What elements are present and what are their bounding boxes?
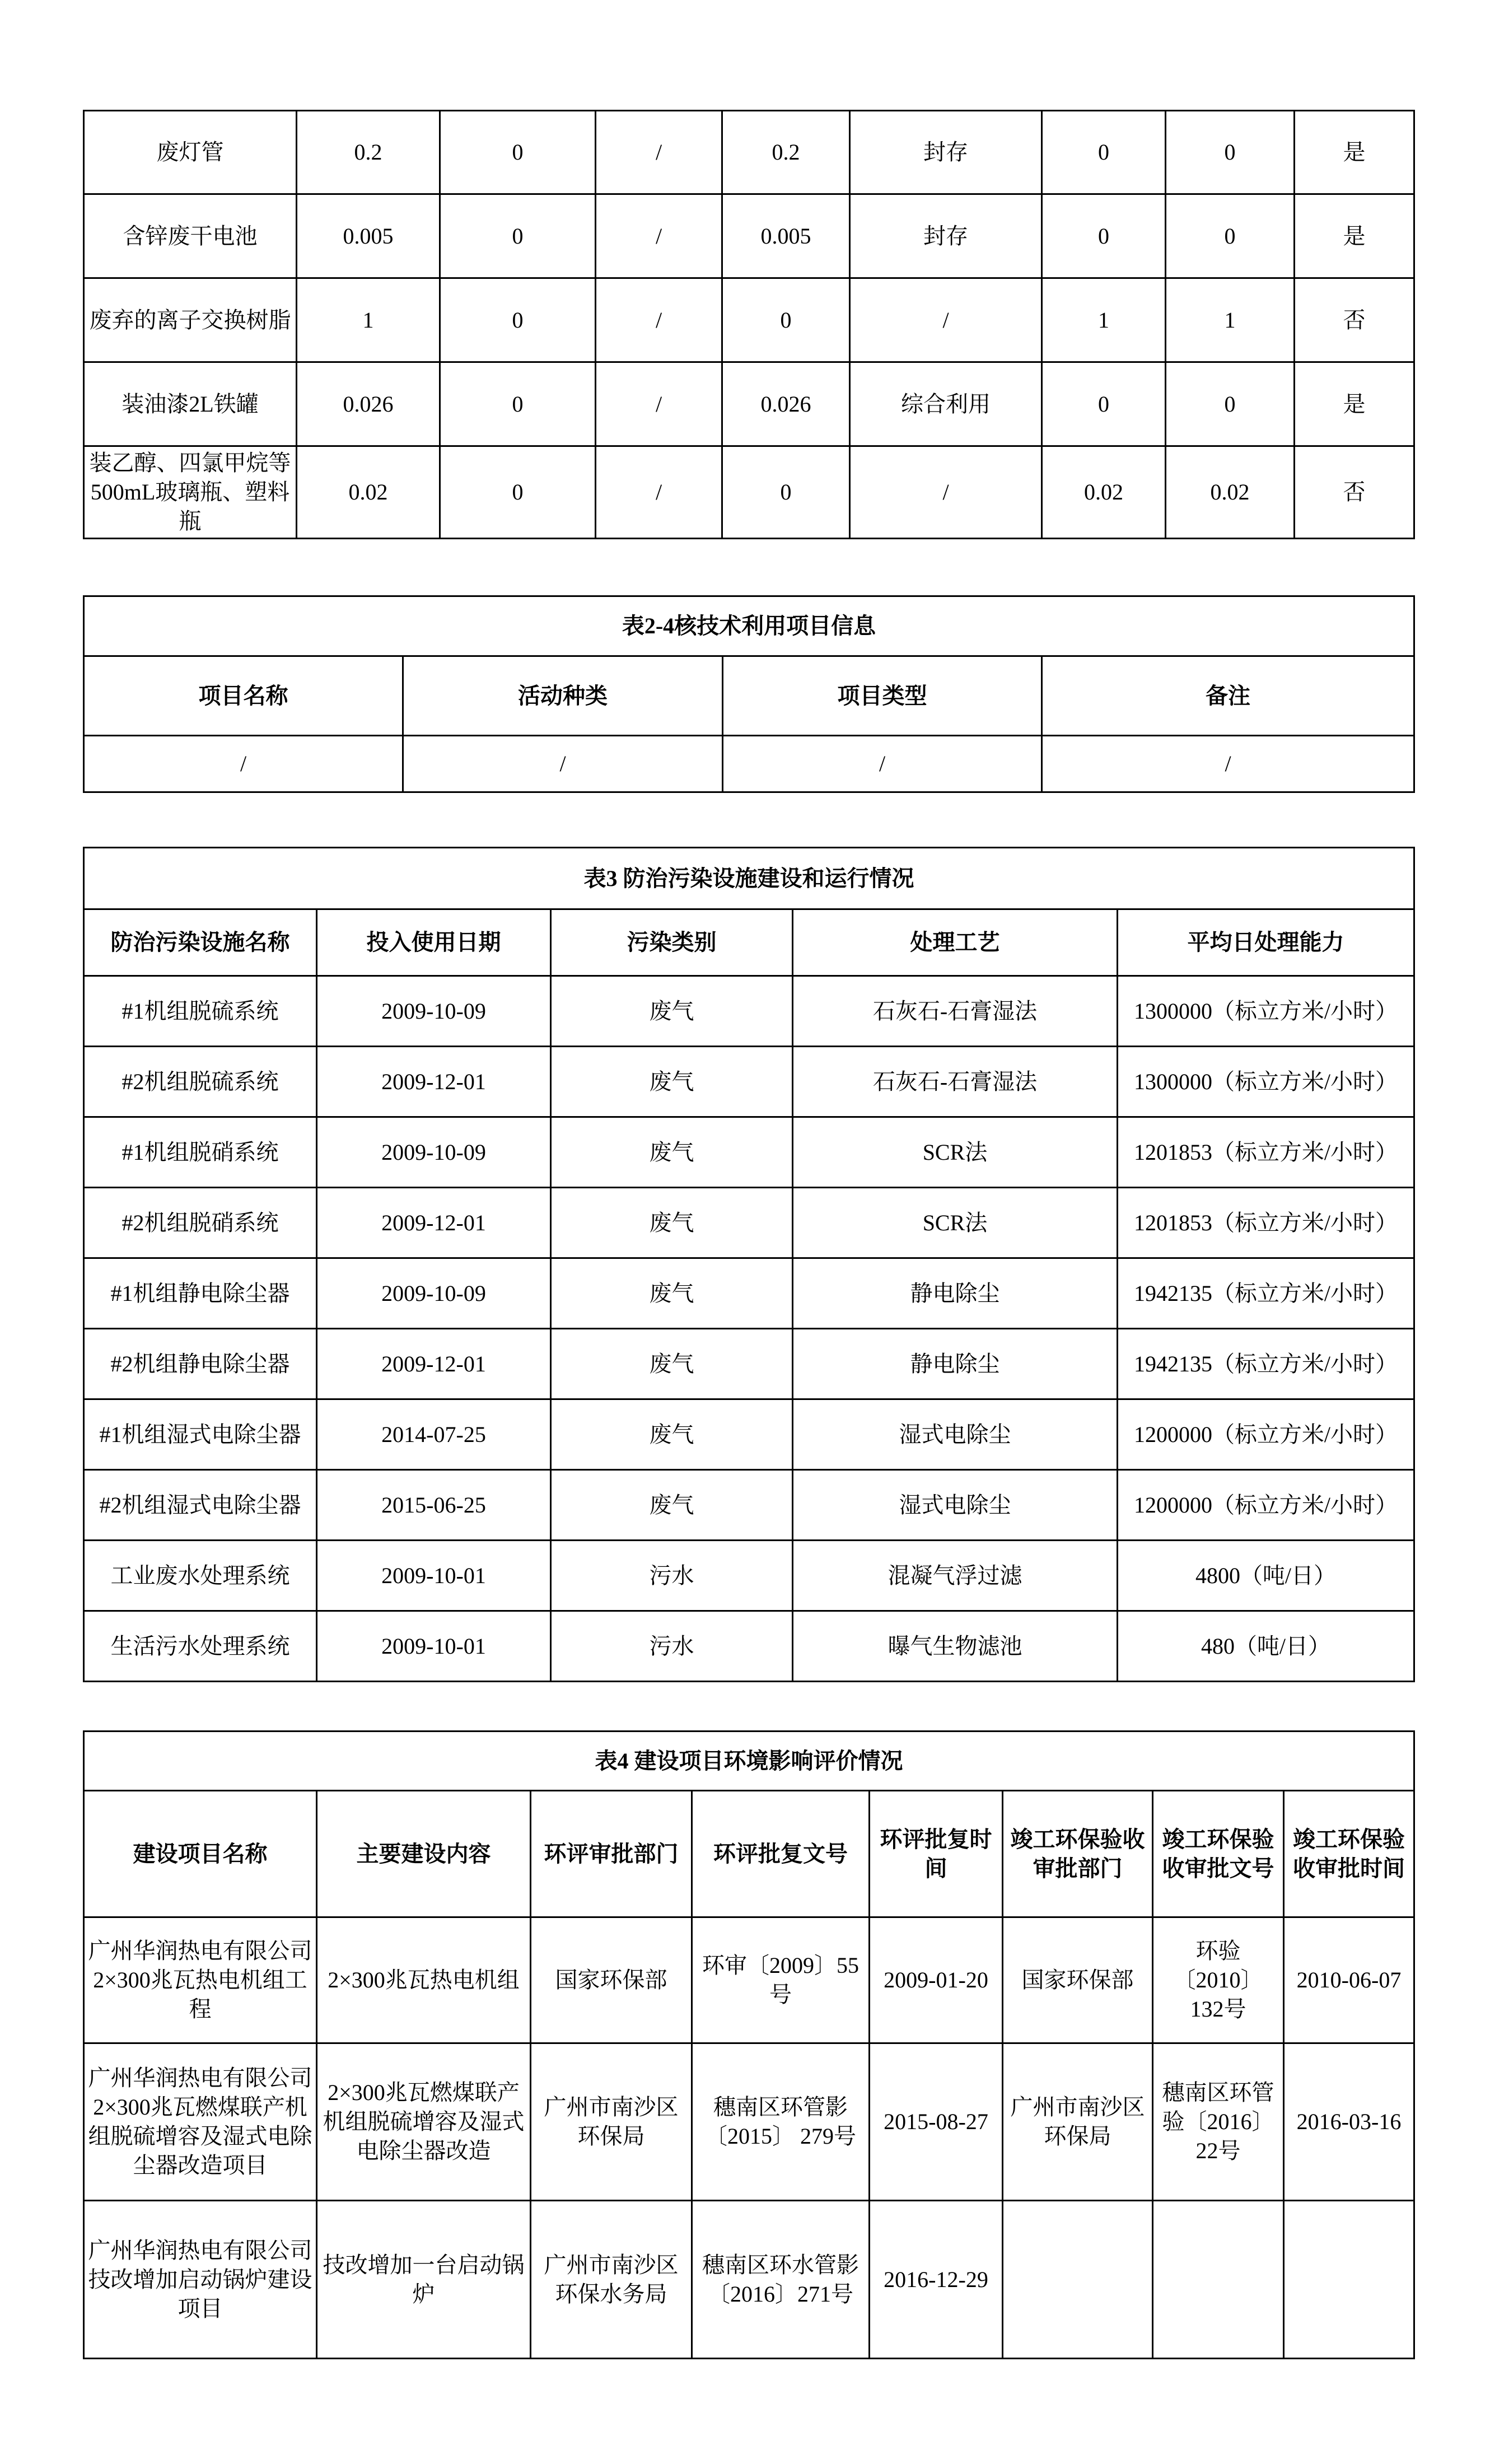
t3-row-cell: 废气 xyxy=(551,1188,793,1258)
t3-row-cell: 2015-06-25 xyxy=(317,1470,551,1541)
t4-row-cell: 广州华润热电有限公司2×300兆瓦燃煤联产机组脱硫增容及湿式电除尘器改造项目 xyxy=(84,2043,317,2201)
waste-row-cell: 否 xyxy=(1295,446,1414,539)
t4-row-cell xyxy=(1153,2201,1284,2359)
waste-row-cell: 0 xyxy=(440,278,596,362)
t3-row-cell: 废气 xyxy=(551,1047,793,1117)
table-2-4-cell: / xyxy=(723,736,1042,792)
t3-row-cell: 静电除尘 xyxy=(793,1329,1118,1399)
t4-row-cell: 广州市南沙区环保局 xyxy=(1003,2043,1153,2201)
t4-row-cell: 国家环保部 xyxy=(1003,1917,1153,2043)
t3-row-cell: 1201853（标立方米/小时） xyxy=(1118,1188,1414,1258)
waste-row-cell: 0 xyxy=(1042,194,1166,278)
table-4-header: 竣工环保验收审批部门 xyxy=(1003,1791,1153,1917)
t3-row xyxy=(84,1117,1414,1188)
waste-row-cell: 0.005 xyxy=(722,194,850,278)
t3-row-cell: 废气 xyxy=(551,1399,793,1470)
t3-row-cell: 2009-10-09 xyxy=(317,1258,551,1329)
t3-row-cell: 工业废水处理系统 xyxy=(84,1541,317,1611)
waste-row-cell: 0 xyxy=(1166,362,1295,446)
t4-row-cell: 广州华润热电有限公司2×300兆瓦热电机组工程 xyxy=(84,1917,317,2043)
waste-row-cell: / xyxy=(596,111,722,194)
t3-row xyxy=(84,1399,1414,1470)
waste-row-cell: 0.02 xyxy=(297,446,440,539)
waste-row-cell: 是 xyxy=(1295,362,1414,446)
t3-row-cell: 废气 xyxy=(551,1329,793,1399)
t3-row-cell: 2009-10-09 xyxy=(317,1117,551,1188)
waste-row-cell: 封存 xyxy=(850,111,1042,194)
waste-row xyxy=(84,111,1414,194)
t4-row-cell: 2009-01-20 xyxy=(870,1917,1003,2043)
waste-row-cell: 否 xyxy=(1295,278,1414,362)
waste-row-cell: 0 xyxy=(722,278,850,362)
t3-row xyxy=(84,1470,1414,1541)
table-4-header: 竣工环保验收审批时间 xyxy=(1284,1791,1414,1917)
waste-row-cell: / xyxy=(596,362,722,446)
t3-row-cell: 污水 xyxy=(551,1541,793,1611)
waste-row xyxy=(84,446,1414,539)
t3-row-cell: #2机组静电除尘器 xyxy=(84,1329,317,1399)
t3-row-cell: 2014-07-25 xyxy=(317,1399,551,1470)
t4-row xyxy=(84,2043,1414,2201)
t3-row-cell: 废气 xyxy=(551,1117,793,1188)
t3-row-cell: 石灰石-石膏湿法 xyxy=(793,1047,1118,1117)
t3-row-cell: 2009-10-01 xyxy=(317,1611,551,1682)
table-2-4-cell: / xyxy=(84,736,403,792)
waste-row xyxy=(84,194,1414,278)
table-4-header: 环评批复时间 xyxy=(870,1791,1003,1917)
table-3 xyxy=(83,847,1415,1682)
waste-row-cell: 1 xyxy=(297,278,440,362)
waste-row-cell: 综合利用 xyxy=(850,362,1042,446)
waste-row-cell: / xyxy=(596,446,722,539)
t3-row xyxy=(84,1047,1414,1117)
waste-row-cell: 0 xyxy=(722,446,850,539)
t3-row-cell: 4800（吨/日） xyxy=(1118,1541,1414,1611)
waste-row-cell: 封存 xyxy=(850,194,1042,278)
t4-row-cell: 穗南区环水管影〔2016〕271号 xyxy=(692,2201,870,2359)
waste-row-cell: 废弃的离子交换树脂 xyxy=(84,278,297,362)
waste-row-cell: 0.02 xyxy=(1042,446,1166,539)
table-2-4-header: 项目类型 xyxy=(723,656,1042,736)
table-4-header: 竣工环保验收审批文号 xyxy=(1153,1791,1284,1917)
waste-row-cell: 装油漆2L铁罐 xyxy=(84,362,297,446)
t3-row xyxy=(84,1258,1414,1329)
waste-row-cell: 0.2 xyxy=(297,111,440,194)
waste-row-cell: / xyxy=(596,278,722,362)
waste-row-cell: 0 xyxy=(1042,111,1166,194)
t3-row-cell: 2009-10-09 xyxy=(317,976,551,1047)
table-3-header: 污染类别 xyxy=(551,909,793,976)
waste-row-cell: 0 xyxy=(1042,362,1166,446)
t3-row xyxy=(84,1541,1414,1611)
t3-row-cell: 2009-12-01 xyxy=(317,1047,551,1117)
t3-row-cell: 1300000（标立方米/小时） xyxy=(1118,976,1414,1047)
t3-row-cell: 2009-10-01 xyxy=(317,1541,551,1611)
waste-row-cell: 0.005 xyxy=(297,194,440,278)
table-2-4 xyxy=(83,595,1415,793)
t3-row-cell: SCR法 xyxy=(793,1188,1118,1258)
t4-row-cell: 2016-03-16 xyxy=(1284,2043,1414,2201)
table-4-header: 主要建设内容 xyxy=(317,1791,531,1917)
waste-row-cell: 0 xyxy=(440,194,596,278)
waste-table xyxy=(83,110,1415,539)
t4-row-cell: 2010-06-07 xyxy=(1284,1917,1414,2043)
waste-row-cell: 0.02 xyxy=(1166,446,1295,539)
table-4-header: 建设项目名称 xyxy=(84,1791,317,1917)
t3-row-cell: #2机组脱硫系统 xyxy=(84,1047,317,1117)
table-4 xyxy=(83,1730,1415,2359)
t3-row-cell: 废气 xyxy=(551,1470,793,1541)
waste-row-cell: 是 xyxy=(1295,111,1414,194)
t3-row-cell: 1942135（标立方米/小时） xyxy=(1118,1258,1414,1329)
t3-row-cell: #1机组静电除尘器 xyxy=(84,1258,317,1329)
t4-row-cell: 穗南区环管验〔2016〕22号 xyxy=(1153,2043,1284,2201)
table-4-header: 环评审批部门 xyxy=(531,1791,692,1917)
t3-row-cell: #2机组脱硝系统 xyxy=(84,1188,317,1258)
t4-row-cell: 国家环保部 xyxy=(531,1917,692,2043)
t3-row-cell: 混凝气浮过滤 xyxy=(793,1541,1118,1611)
t4-row-cell: 广州华润热电有限公司技改增加启动锅炉建设项目 xyxy=(84,2201,317,2359)
t4-row-cell: 环审〔2009〕55号 xyxy=(692,1917,870,2043)
t4-row-cell: 广州市南沙区环保水务局 xyxy=(531,2201,692,2359)
t4-row-cell: 2×300兆瓦热电机组 xyxy=(317,1917,531,2043)
t3-row-cell: #2机组湿式电除尘器 xyxy=(84,1470,317,1541)
table-3-header: 平均日处理能力 xyxy=(1118,909,1414,976)
t4-row xyxy=(84,2201,1414,2359)
t3-row xyxy=(84,1329,1414,1399)
t4-row-cell: 广州市南沙区环保局 xyxy=(531,2043,692,2201)
waste-row-cell: 0 xyxy=(1166,111,1295,194)
table-3-header: 处理工艺 xyxy=(793,909,1118,976)
t4-row-cell xyxy=(1284,2201,1414,2359)
waste-row-cell: / xyxy=(596,194,722,278)
t3-row-cell: #1机组湿式电除尘器 xyxy=(84,1399,317,1470)
t3-row-cell: 污水 xyxy=(551,1611,793,1682)
waste-row-cell: 1 xyxy=(1042,278,1166,362)
t3-row-cell: 1200000（标立方米/小时） xyxy=(1118,1399,1414,1470)
table-2-4-cell: / xyxy=(403,736,723,792)
t4-row-cell: 环验〔2010〕132号 xyxy=(1153,1917,1284,2043)
waste-row-cell: 含锌废干电池 xyxy=(84,194,297,278)
table-4-header: 环评批复文号 xyxy=(692,1791,870,1917)
t3-row-cell: 石灰石-石膏湿法 xyxy=(793,976,1118,1047)
waste-row-cell: 0 xyxy=(440,111,596,194)
t3-row-cell: 生活污水处理系统 xyxy=(84,1611,317,1682)
table-2-4-cell: / xyxy=(1042,736,1414,792)
waste-row-cell: 装乙醇、四氯甲烷等500mL玻璃瓶、塑料瓶 xyxy=(84,446,297,539)
table-3-title: 表3 防治污染设施建设和运行情况 xyxy=(84,848,1414,909)
waste-row-cell: 0 xyxy=(1166,194,1295,278)
table-3-header: 投入使用日期 xyxy=(317,909,551,976)
table-2-4-header: 活动种类 xyxy=(403,656,723,736)
waste-row-cell: / xyxy=(850,278,1042,362)
t3-row-cell: 湿式电除尘 xyxy=(793,1399,1118,1470)
waste-row-cell: 0.026 xyxy=(297,362,440,446)
t3-row-cell: 2009-12-01 xyxy=(317,1188,551,1258)
t3-row-cell: 废气 xyxy=(551,1258,793,1329)
waste-row-cell: 0.2 xyxy=(722,111,850,194)
waste-row-cell: / xyxy=(850,446,1042,539)
table-2-4-header: 项目名称 xyxy=(84,656,403,736)
t3-row-cell: 480（吨/日） xyxy=(1118,1611,1414,1682)
waste-row xyxy=(84,362,1414,446)
table-3-header: 防治污染设施名称 xyxy=(84,909,317,976)
t3-row-cell: 1200000（标立方米/小时） xyxy=(1118,1470,1414,1541)
t3-row-cell: 1942135（标立方米/小时） xyxy=(1118,1329,1414,1399)
t3-row-cell: #1机组脱硝系统 xyxy=(84,1117,317,1188)
t3-row-cell: 废气 xyxy=(551,976,793,1047)
t4-row xyxy=(84,1917,1414,2043)
t3-row xyxy=(84,976,1414,1047)
t4-row-cell: 技改增加一台启动锅炉 xyxy=(317,2201,531,2359)
t3-row-cell: 2009-12-01 xyxy=(317,1329,551,1399)
table-4-title: 表4 建设项目环境影响评价情况 xyxy=(84,1732,1414,1791)
t4-row-cell: 穗南区环管影〔2015〕 279号 xyxy=(692,2043,870,2201)
table-2-4-header: 备注 xyxy=(1042,656,1414,736)
t3-row xyxy=(84,1188,1414,1258)
waste-row xyxy=(84,278,1414,362)
t4-row-cell: 2016-12-29 xyxy=(870,2201,1003,2359)
waste-row-cell: 0 xyxy=(440,362,596,446)
t3-row-cell: 1201853（标立方米/小时） xyxy=(1118,1117,1414,1188)
waste-row-cell: 是 xyxy=(1295,194,1414,278)
t4-row-cell xyxy=(1003,2201,1153,2359)
waste-row-cell: 废灯管 xyxy=(84,111,297,194)
t3-row-cell: 曝气生物滤池 xyxy=(793,1611,1118,1682)
t3-row-cell: SCR法 xyxy=(793,1117,1118,1188)
t3-row-cell: 湿式电除尘 xyxy=(793,1470,1118,1541)
waste-row-cell: 0.026 xyxy=(722,362,850,446)
t4-row-cell: 2×300兆瓦燃煤联产机组脱硫增容及湿式电除尘器改造 xyxy=(317,2043,531,2201)
t3-row-cell: 1300000（标立方米/小时） xyxy=(1118,1047,1414,1117)
waste-row-cell: 0 xyxy=(440,446,596,539)
table-2-4-title: 表2-4核技术利用项目信息 xyxy=(84,596,1414,656)
t3-row-cell: #1机组脱硫系统 xyxy=(84,976,317,1047)
t3-row xyxy=(84,1611,1414,1682)
t3-row-cell: 静电除尘 xyxy=(793,1258,1118,1329)
waste-row-cell: 1 xyxy=(1166,278,1295,362)
t4-row-cell: 2015-08-27 xyxy=(870,2043,1003,2201)
